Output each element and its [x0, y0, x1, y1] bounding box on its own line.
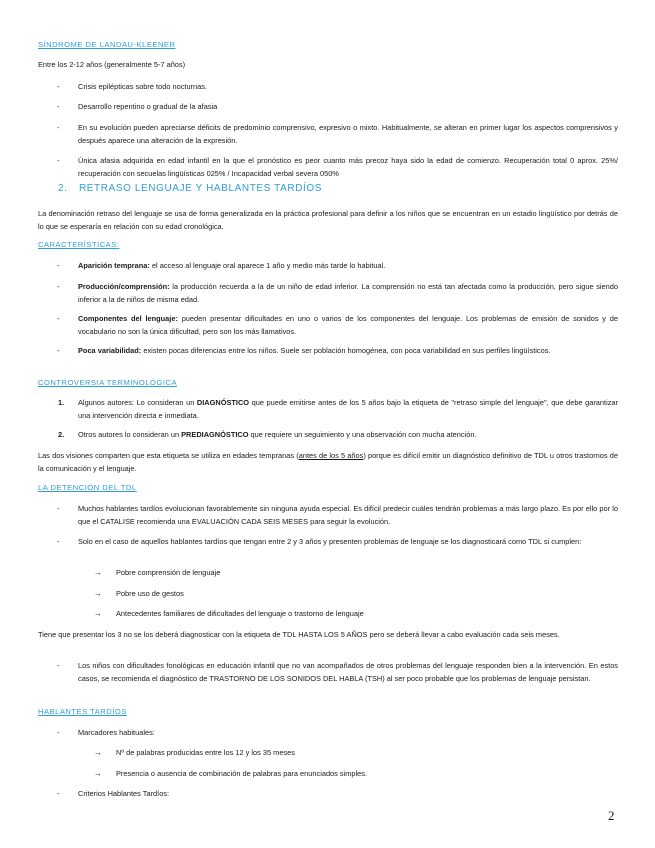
landau-bullet-3: En su evolución pueden apreciarse déficits de predominio comprensivo, expresivo o mixto. Habitualmente, se alteran en primer lugar los aspectos comprensivos y después aparece una alteración de la expresión. — [78, 123, 618, 145]
deteccion-bullet-3: Los niños con dificultades fonológicas en educación infantil que no van acompañados de otros problemas del lenguaje responden bien a la intervención. En estos casos, se recomienda el diagnóstico de TRASTORNO DE LOS SONIDOS DEL HABLA (TSH) al ser poco probable que los problemas de lenguaje persistan. — [78, 661, 618, 683]
bullet-dash: - — [57, 282, 60, 291]
marcador-item: Nº de palabras producidas entre los 12 y los 35 meses — [116, 748, 295, 757]
bullet-dash: - — [57, 102, 60, 111]
criterion-item: Pobre comprensión de lenguaje — [116, 568, 221, 577]
deteccion-heading: LA DETENCIÓN DEL TDL — [38, 483, 137, 492]
caracteristica-item: Poca variabilidad: existen pocas diferencias entre los niños. Suele ser población homogénea, con poca variabilidad en sus perfiles lingüísticos. — [78, 346, 551, 355]
controversia-item-2: Otros autores lo consideran un PREDIAGNÓSTICO que requiere un seguimiento y una observación con mucha atención. — [78, 430, 477, 439]
landau-bullet-2: Desarrollo repentino o gradual de la afasia — [78, 102, 218, 111]
bullet-dash: - — [57, 123, 60, 132]
bullet-dash: - — [57, 728, 60, 737]
bullet-dash: - — [57, 314, 60, 323]
hablantes-heading: HABLANTES TARDÍOS — [38, 707, 127, 716]
marcadores-label: Marcadores habituales: — [78, 728, 155, 737]
criterios-label: Criterios Hablantes Tardíos: — [78, 789, 170, 798]
arrow-icon: → — [94, 589, 102, 598]
controversia-heading: CONTROVERSIA TERMINOLÓGICA — [38, 378, 178, 387]
caracteristica-item: Producción/comprensión: la producción recuerda a la de un niño de edad inferior. La comprensión no está tan afectada como la producción, pero sigue siendo inferior a la de niños de misma edad. — [78, 282, 618, 304]
marcador-item: Presencia o ausencia de combinación de palabras para enunciados simples. — [116, 769, 368, 778]
bullet-dash: - — [57, 156, 60, 165]
section-2-number: 2. — [58, 183, 68, 194]
page-number: 2 — [608, 808, 615, 823]
arrow-icon: → — [94, 748, 102, 757]
criterion-item: Antecedentes familiares de dificultades del lenguaje o trastorno de lenguaje — [116, 609, 364, 618]
landau-bullet-4: Única afasia adquirida en edad infantil en la que el pronóstico es peor cuanto más precoz haya sido la edad de comienzo. Recuperación total 0 aprox. 25%/ recuperación con secuelas lingüísticas 025% / Incapacidad verbal severa 050% — [78, 156, 618, 178]
deteccion-bullet-2: Solo en el caso de aquellos hablantes tardíos que tengan entre 2 y 3 años y presenten problemas de lenguaje se los diagnosticará como TDL si cumplen: — [78, 537, 582, 546]
caracteristica-item: Aparición temprana: el acceso al lenguaje oral aparece 1 año y medio más tarde lo habitual. — [78, 261, 386, 270]
bullet-dash: - — [57, 346, 60, 355]
landau-intro: Entre los 2-12 años (generalmente 5-7 años) — [38, 60, 186, 69]
caracteristicas-heading: CARACTERÍSTICAS: — [38, 240, 120, 249]
list-number: 2. — [58, 430, 65, 439]
caracteristica-item: Componentes del lenguaje: pueden presentar dificultades en uno o varios de los componentes del lenguaje. Los problemas de emisión de sonidos y de vocabulario no son la única dificultad, pero son los más llamativos. — [78, 314, 618, 336]
list-number: 1. — [58, 398, 65, 407]
controversia-item-1: Algunos autores: Lo consideran un DIAGNÓSTICO que puede emitirse antes de los 5 años bajo la etiqueta de "retraso simple del lenguaje", que debe garantizar una intervención directa e inmediata. — [78, 398, 618, 420]
section-2-intro: La denominación retraso del lenguaje se usa de forma generalizada en la práctica profesional para definir a los niños que se encuentran en un estadio lingüístico por detrás de lo que se esperaría en relación con su edad cronológica. — [38, 209, 618, 231]
arrow-icon: → — [94, 769, 102, 778]
landau-heading: SÍNDROME DE LANDAU-KLEENER — [38, 40, 176, 49]
section-2-title — [58, 183, 322, 194]
bullet-dash: - — [57, 82, 60, 91]
deteccion-bullet-1: Muchos hablantes tardíos evolucionan favorablemente sin ninguna ayuda especial. Es difícil predecir cuáles tendrán problemas a más largo plazo. Es por ello por lo que el CATALISE recomienda una EVALUACIÓN CADA SEIS MESES para seguir la evolución. — [78, 504, 618, 526]
arrow-icon: → — [94, 609, 102, 618]
section-2-title-text: RETRASO LENGUAJE Y HABLANTES TARDÍOS — [78, 183, 323, 194]
bullet-dash: - — [57, 789, 60, 798]
arrow-icon: → — [94, 568, 102, 577]
criterion-item: Pobre uso de gestos — [116, 589, 184, 598]
deteccion-paragraph: Tiene que presentar los 3 no se los deberá diagnosticar con la etiqueta de TDL HASTA LOS 5 AÑOS pero se deberá llevar a cabo evaluación cada seis meses. — [38, 630, 560, 639]
bullet-dash: - — [57, 504, 60, 513]
bullet-dash: - — [57, 261, 60, 270]
bullet-dash: - — [57, 537, 60, 546]
landau-bullet-1: Crisis epilépticas sobre todo nocturnas. — [78, 82, 207, 91]
bullet-dash: - — [57, 661, 60, 670]
controversia-closing: Las dos visiones comparten que esta etiqueta se utiliza en edades tempranas (antes de los 5 años) porque es difícil emitir un diagnóstico definitivo de TDL u otros trastornos de la comunicación y el lenguaje. — [38, 451, 618, 473]
